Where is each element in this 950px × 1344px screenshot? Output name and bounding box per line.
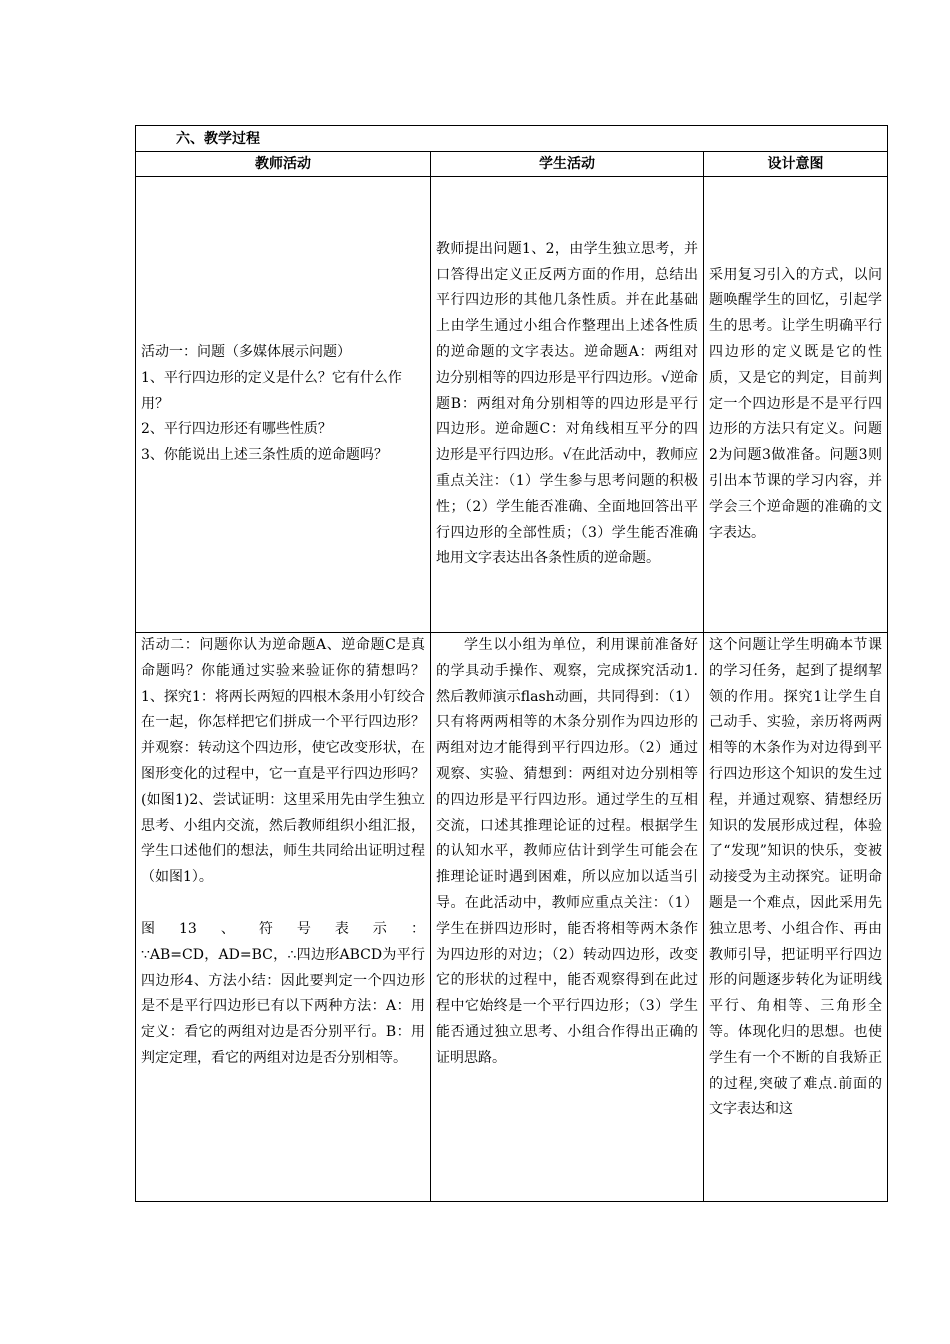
header-teacher-activity: 教师活动 (136, 152, 431, 177)
header-student-activity: 学生活动 (431, 152, 704, 177)
teacher-activity-cell (136, 633, 431, 1202)
section-title: 六、教学过程 (136, 126, 888, 152)
teacher-activity-cell (136, 177, 431, 633)
student-activity-cell: 学生以小组为单位，利用课前准备好的学具动手操作、观察，完成探究活动1.然后教师演示flash动画，共同得到：（1）只有将两两相等的木条分别作为四边形的两组对边才能得到平行四边形。（2）通过观察、实验、猜想到：两组对边分别相等的四边形是平行四边形。通过学生的互相交流，口述其推理论证的过程。根据学生的认知水平，教师应估计到学生可能会在推理论证时遇到困难，所以应加以适当引导。在此活动中，教师应重点关注：（1）学生在拼四边形时，能否将相等两木条作为四边形的对边；（2）转动四边形，改变它的形状的过程中，能否观察得到在此过程中它始终是一个平行四边形；（3）学生能否通过独立思考、小组合作得出正确的证明思路。 (431, 633, 704, 1202)
question-2: 2、平行四边形还有哪些性质？ (141, 421, 332, 438)
table-row (136, 633, 888, 1202)
proof-and-summary-text: ∵AB=CD，AD=BC，∴四边形ABCD为平行四边形4、方法小结：因此要判定一个四边形是不是平行四边形已有以下两种方法：A：用定义：看它的两组对边是否分别平行。B：用判定定理，看它的两组对边是否分别相等。 (141, 946, 425, 1066)
question-3: 3、你能说出上述三条性质的逆命题吗？ (141, 447, 388, 464)
design-intent-cell: 这个问题让学生明确本节课的学习任务，起到了提纲挈领的作用。探究1让学生自己动手、实验，亲历将两两相等的木条作为对边得到平行四边形这个知识的发生过程，并通过观察、猜想经历知识的发展形成过程，体验了“发现”知识的快乐，变被动接受为主动探究。证明命题是一个难点，因此采用先独立思考、小组合作、再由教师引导，把证明平行四边形的问题逐步转化为证明线平行、角相等、三角形全等。体现化归的思想。也使学生有一个不断的自我矫正的过程,突破了难点.前面的文字表达和这 (704, 633, 888, 1202)
question-1: 1、平行四边形的定义是什么？它有什么作用？ (141, 369, 402, 412)
student-activity-cell: 教师提出问题1、2，由学生独立思考，并口答得出定义正反两方面的作用，总结出平行四边形的其他几条性质。并在此基础上由学生通过小组合作整理出上述各性质的逆命题的文字表达。逆命题A：两组对边分别相等的四边形是平行四边形。√逆命题B：两组对角分别相等的四边形是平行四边形。逆命题C：对角线相互平分的四边形是平行四边形。√在此活动中，教师应重点关注：（1）学生参与思考问题的积极性；（2）学生能否准确、全面地回答出平行四边形的全部性质；（3）学生能否准确地用文字表达出各条性质的逆命题。 (431, 177, 704, 633)
activity-two-text: 活动二：问题你认为逆命题A、逆命题C是真命题吗？你能通过实验来验证你的猜想吗？1、探究1：将两长两短的四根木条用小钉绞合在一起，你怎样把它们拼成一个平行四边形？并观察：转动这个四边形，使它改变形状，在图形变化的过程中，它一直是平行四边形吗？(如图1)2、尝试证明：这里采用先由学生独立思考、小组内交流，然后教师组织小组汇报，学生口述他们的想法，师生共同给出证明过程（如图1）。 (141, 637, 425, 886)
design-intent-cell: 采用复习引入的方式，以问题唤醒学生的回忆，引起学生的思考。让学生明确平行四边形的定义既是它的性质，又是它的判定，目前判定一个四边形是不是平行四边形的方法只有定义。问题2为问题3做准备。问题3则引出本节课的学习内容，并学会三个逆命题的准确的文字表达。 (704, 177, 888, 633)
activity-one-title: 活动一：问题（多媒体展示问题） (141, 344, 351, 360)
teaching-process-table (135, 125, 888, 1202)
blank-line (141, 891, 425, 917)
header-design-intent: 设计意图 (704, 152, 888, 177)
figure-symbol-line: 图 13 、 符 号 表 示 ： (141, 920, 425, 937)
table-row (136, 177, 888, 633)
